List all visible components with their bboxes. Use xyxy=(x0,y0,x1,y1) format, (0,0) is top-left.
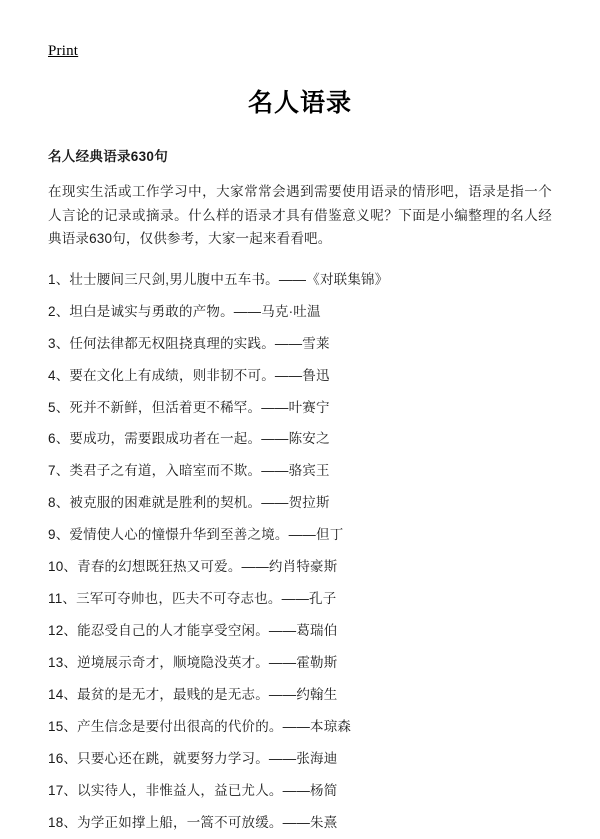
page-title: 名人语录 xyxy=(247,89,352,117)
list-item: 15、产生信念是要付出很高的代价的。——本琼森 xyxy=(48,718,352,734)
list-item: 16、只要心还在跳，就要努力学习。——张海迪 xyxy=(48,750,338,766)
list-item: 10、青春的幻想既狂热又可爱。——约肖特豪斯 xyxy=(48,559,338,575)
list-item: 17、以实待人，非惟益人，益已尤人。——杨简 xyxy=(48,782,338,798)
list-item: 6、要成功，需要跟成功者在一起。——陈安之 xyxy=(48,431,330,447)
print-link[interactable]: Print xyxy=(48,43,79,59)
list-item: 4、要在文化上有成绩，则非韧不可。——鲁迅 xyxy=(48,367,330,383)
intro-paragraph: 在现实生活或工作学习中，大家常常会遇到需要使用语录的情形吧，语录是指一个人言论的记录或摘录。什么样的语录才具有借鉴意义呢？下面是小编整理的名人经典语录630句，仅供参考，大家一起来看看吧。 xyxy=(48,184,552,247)
document-subtitle: 名人经典语录630句 xyxy=(48,149,169,164)
list-item: 3、任何法律都无权阻挠真理的实践。——雪莱 xyxy=(48,335,330,351)
list-item: 11、三军可夺帅也，匹夫不可夺志也。——孔子 xyxy=(48,591,337,607)
quote-list xyxy=(48,264,552,839)
list-item: 2、坦白是诚实与勇敢的产物。——马克·吐温 xyxy=(48,303,321,319)
list-item: 18、为学正如撑上船，一篙不可放缓。——朱熹 xyxy=(48,814,338,830)
list-item: 12、能忍受自己的人才能享受空闲。——葛瑞伯 xyxy=(48,623,338,639)
list-item: 8、被克服的困难就是胜利的契机。——贺拉斯 xyxy=(48,495,330,511)
list-item: 7、类君子之有道，入暗室而不欺。——骆宾王 xyxy=(48,463,330,479)
list-item: 1、壮士腰间三尺剑,男儿腹中五车书。——《对联集锦》 xyxy=(48,271,389,287)
list-item: 14、最贫的是无才，最贱的是无志。——约翰生 xyxy=(48,686,338,702)
list-item: 5、死并不新鲜，但活着更不稀罕。——叶赛宁 xyxy=(48,399,330,415)
list-item: 9、爱情使人心的憧憬升华到至善之境。——但丁 xyxy=(48,527,344,543)
list-item: 13、逆境展示奇才，顺境隐没英才。——霍勒斯 xyxy=(48,654,338,670)
